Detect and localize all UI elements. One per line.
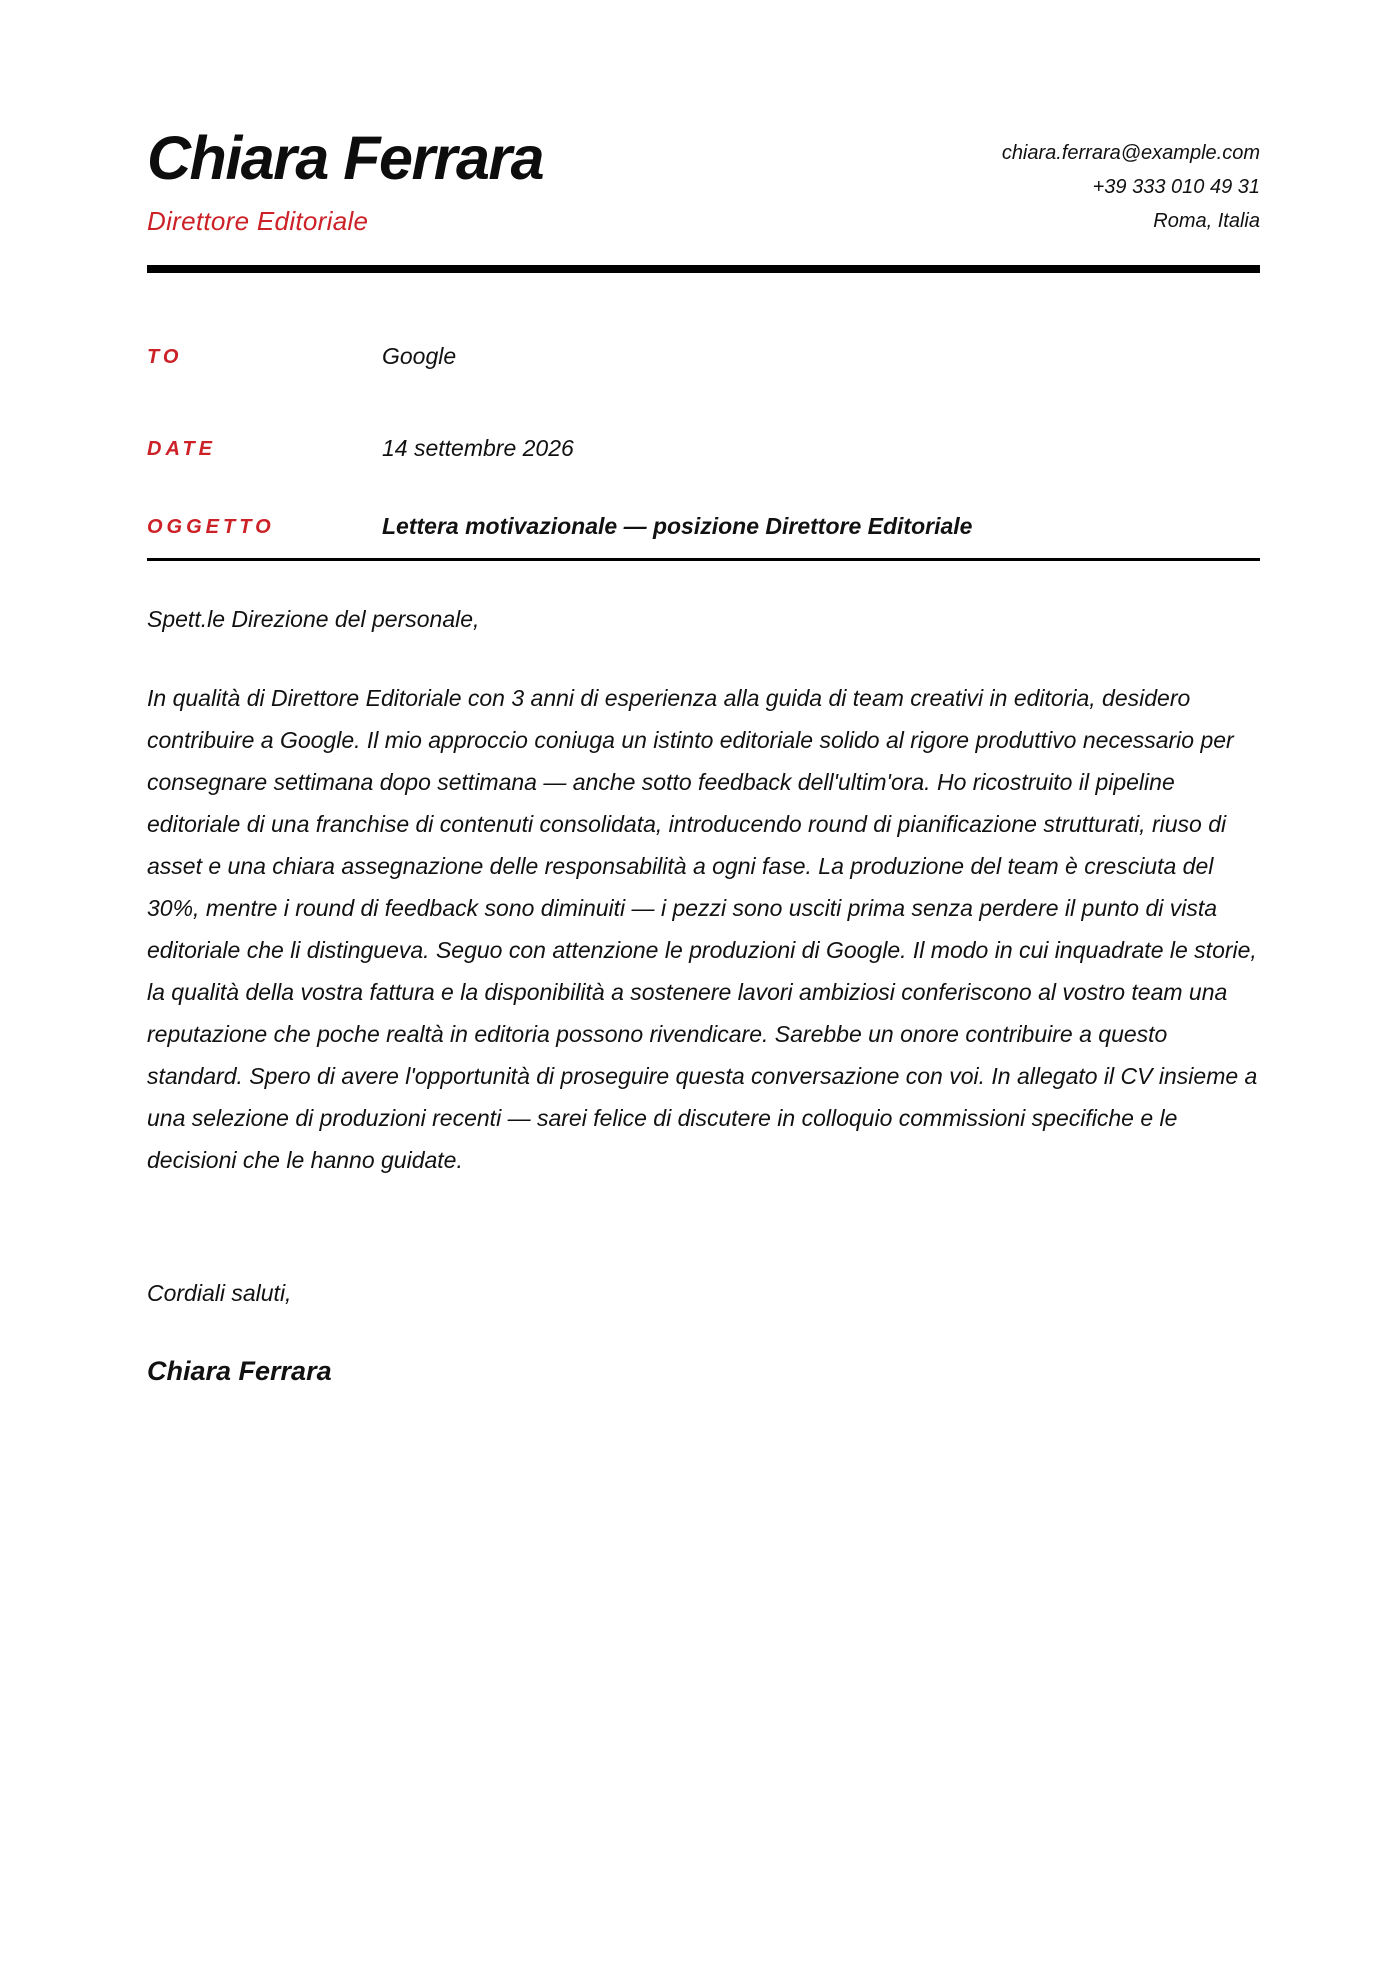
subject-value: Lettera motivazionale — posizione Direttore Editoriale xyxy=(382,513,973,539)
header-divider xyxy=(147,265,1260,273)
contact-location: Roma, Italia xyxy=(1153,210,1260,232)
to-value: Google xyxy=(382,343,457,369)
subject-label: OGGETTO xyxy=(147,516,275,538)
meta-divider xyxy=(147,558,1260,561)
salutation: Spett.le Direzione del personale, xyxy=(147,606,480,632)
sender-name: Chiara Ferrara xyxy=(147,124,544,192)
date-value: 14 settembre 2026 xyxy=(382,435,574,461)
letter-header xyxy=(147,124,1260,248)
signature: Chiara Ferrara xyxy=(147,1356,332,1386)
date-label: DATE xyxy=(147,438,216,460)
closing: Cordiali saluti, xyxy=(147,1280,292,1306)
letter-body: In qualità di Direttore Editoriale con 3 anni di esperienza alla guida di team creativi in editoria, desidero contribuire a Google. Il mio approccio coniuga un istinto editoriale solido al rigore produttivo necessario per consegnare settimana dopo settimana — anche sotto feedback dell'ultim'ora. Ho ricostruito il pipeline editoriale di una franchise di contenuti consolidata, introducendo round di pianificazione strutturati, riuso di asset e una chiara assegnazione delle responsabilità a ogni fase. La produzione del team è cresciuta del 30%, mentre i round di feedback sono diminuiti — i pezzi sono usciti prima senza perdere il punto di vista editoriale che li distingueva. Seguo con attenzione le produzioni di Google. Il modo in cui inquadrate le storie, la qualità della vostra fattura e la disponibilità a sostenere lavori ambiziosi conferiscono al vostro team una reputazione che poche realtà in editoria possono rivendicare. Sarebbe un onore contribuire a questo standard. Spero di avere l'opportunità di proseguire questa conversazione con voi. In allegato il CV insieme a una selezione di produzioni recenti — sarei felice di discutere in colloquio commissioni specifiche e le decisioni che le hanno guidate. xyxy=(147,685,1258,1173)
contact-block xyxy=(1002,136,1260,238)
sender-role: Direttore Editoriale xyxy=(147,206,369,236)
to-label: TO xyxy=(147,346,183,368)
contact-phone: +39 333 010 49 31 xyxy=(1092,176,1260,198)
contact-email: chiara.ferrara@example.com xyxy=(1001,142,1260,164)
